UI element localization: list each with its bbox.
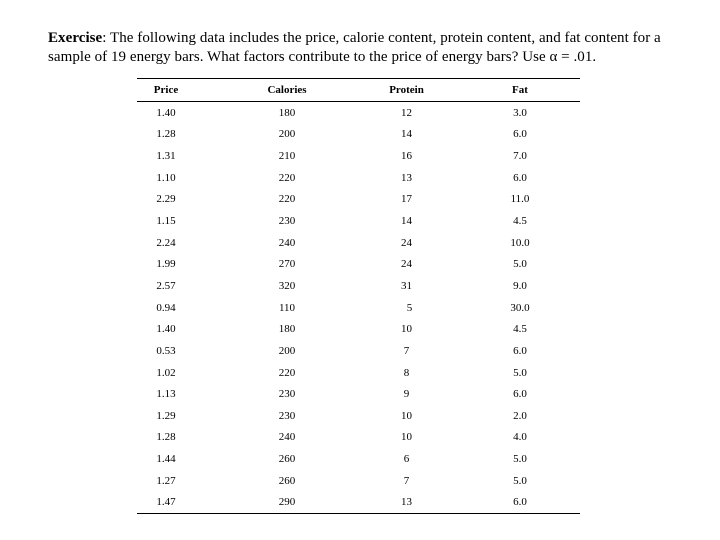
cell-protein: 14 bbox=[401, 215, 412, 228]
cell-protein: 5 bbox=[406, 301, 413, 314]
cell-protein: 14 bbox=[401, 128, 412, 141]
cell-calories: 220 bbox=[278, 366, 296, 379]
table-row bbox=[137, 340, 580, 362]
cell-fat: 6.0 bbox=[513, 171, 527, 184]
cell-price: 1.99 bbox=[156, 258, 176, 271]
cell-price: 0.94 bbox=[156, 301, 176, 314]
cell-calories: 230 bbox=[278, 388, 296, 401]
table-row bbox=[137, 297, 580, 319]
cell-protein: 12 bbox=[401, 106, 412, 119]
cell-protein: 10 bbox=[401, 323, 412, 336]
header-fat: Fat bbox=[460, 79, 580, 102]
cell-price: 0.53 bbox=[156, 344, 176, 357]
cell-price: 1.31 bbox=[156, 150, 176, 163]
cell-calories: 240 bbox=[278, 236, 296, 249]
cell-price: 2.29 bbox=[156, 193, 176, 206]
cell-fat: 5.0 bbox=[513, 258, 527, 271]
cell-protein: 9 bbox=[403, 388, 410, 401]
cell-calories: 220 bbox=[278, 171, 296, 184]
cell-calories: 210 bbox=[278, 150, 296, 163]
cell-fat: 5.0 bbox=[513, 474, 527, 487]
cell-fat: 3.0 bbox=[513, 106, 527, 119]
cell-protein: 13 bbox=[401, 171, 412, 184]
cell-calories: 260 bbox=[278, 453, 296, 466]
cell-fat: 5.0 bbox=[513, 366, 527, 379]
cell-price: 1.40 bbox=[156, 106, 176, 119]
exercise-prompt bbox=[48, 29, 698, 67]
cell-fat: 6.0 bbox=[513, 128, 527, 141]
table-row bbox=[137, 253, 580, 275]
cell-calories: 180 bbox=[278, 106, 296, 119]
table-row bbox=[137, 210, 580, 232]
table-row bbox=[137, 318, 580, 340]
cell-calories: 220 bbox=[278, 193, 296, 206]
table-row bbox=[137, 232, 580, 254]
header-price: Price bbox=[137, 79, 237, 102]
cell-protein: 24 bbox=[401, 236, 412, 249]
cell-fat: 2.0 bbox=[513, 409, 527, 422]
cell-protein: 7 bbox=[403, 474, 410, 487]
cell-protein: 31 bbox=[401, 279, 412, 292]
table-row bbox=[137, 362, 580, 384]
cell-price: 1.02 bbox=[156, 366, 176, 379]
cell-price: 1.27 bbox=[156, 474, 176, 487]
cell-protein: 8 bbox=[403, 366, 410, 379]
table-body bbox=[137, 102, 580, 514]
cell-calories: 200 bbox=[278, 128, 296, 141]
header-row bbox=[137, 79, 580, 102]
table-row bbox=[137, 124, 580, 146]
cell-fat: 4.0 bbox=[513, 431, 527, 444]
cell-protein: 10 bbox=[401, 409, 412, 422]
header-calories: Calories bbox=[237, 79, 349, 102]
exercise-text: : The following data includes the price, calorie content, protein content, and fat content for a sample of 19 energy bars. What factors contribute to the price of energy bars? Use α = .01. bbox=[48, 30, 661, 65]
exercise-label: Exercise bbox=[48, 30, 103, 46]
cell-fat: 30.0 bbox=[510, 301, 530, 314]
cell-price: 1.47 bbox=[137, 492, 237, 514]
table-row bbox=[137, 427, 580, 449]
table-row bbox=[137, 448, 580, 470]
cell-protein: 6 bbox=[403, 453, 410, 466]
cell-price: 1.29 bbox=[156, 409, 176, 422]
table-row bbox=[137, 145, 580, 167]
header-protein: Protein bbox=[349, 79, 460, 102]
cell-calories: 230 bbox=[278, 215, 296, 228]
cell-price: 2.24 bbox=[156, 236, 176, 249]
cell-protein: 10 bbox=[401, 431, 412, 444]
cell-calories: 290 bbox=[237, 492, 349, 514]
cell-protein: 24 bbox=[401, 258, 412, 271]
cell-protein: 17 bbox=[401, 193, 412, 206]
cell-fat: 5.0 bbox=[513, 453, 527, 466]
cell-protein: 16 bbox=[401, 150, 412, 163]
table-row bbox=[137, 102, 580, 124]
cell-price: 1.28 bbox=[156, 128, 176, 141]
cell-calories: 320 bbox=[278, 279, 296, 292]
table-row bbox=[137, 405, 580, 427]
cell-fat: 7.0 bbox=[513, 150, 527, 163]
cell-fat: 6.0 bbox=[513, 344, 527, 357]
table-row bbox=[137, 189, 580, 211]
cell-price: 1.44 bbox=[156, 453, 176, 466]
cell-calories: 230 bbox=[278, 409, 296, 422]
cell-protein: 7 bbox=[403, 344, 410, 357]
cell-price: 1.13 bbox=[156, 388, 176, 401]
cell-fat: 10.0 bbox=[510, 236, 530, 249]
cell-protein: 13 bbox=[349, 492, 460, 514]
cell-price: 1.10 bbox=[156, 171, 176, 184]
cell-price: 1.40 bbox=[156, 323, 176, 336]
cell-price: 2.57 bbox=[156, 279, 176, 292]
table-row bbox=[137, 167, 580, 189]
table-row bbox=[137, 275, 580, 297]
cell-calories: 110 bbox=[278, 301, 296, 314]
cell-fat: 4.5 bbox=[513, 215, 527, 228]
table-row bbox=[137, 492, 580, 514]
table-row bbox=[137, 470, 580, 492]
cell-calories: 260 bbox=[278, 474, 296, 487]
cell-calories: 240 bbox=[278, 431, 296, 444]
table-row bbox=[137, 383, 580, 405]
cell-fat: 6.0 bbox=[460, 492, 580, 514]
cell-calories: 180 bbox=[278, 323, 296, 336]
cell-fat: 11.0 bbox=[510, 193, 530, 206]
cell-fat: 4.5 bbox=[513, 323, 527, 336]
cell-price: 1.28 bbox=[156, 431, 176, 444]
energy-bars-table bbox=[137, 78, 580, 514]
cell-fat: 9.0 bbox=[513, 279, 527, 292]
cell-calories: 270 bbox=[278, 258, 296, 271]
cell-calories: 200 bbox=[278, 344, 296, 357]
table-header bbox=[137, 79, 580, 102]
cell-price: 1.15 bbox=[156, 215, 176, 228]
cell-fat: 6.0 bbox=[513, 388, 527, 401]
